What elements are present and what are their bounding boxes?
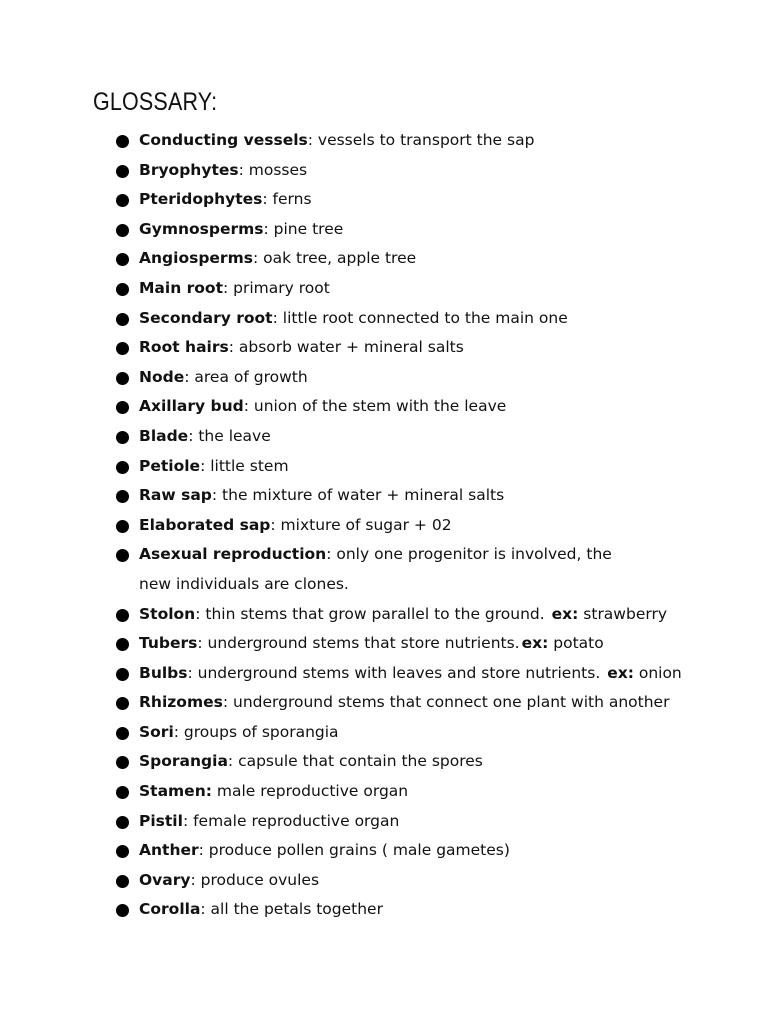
glossary-description: : only one progenitor is involved, the new individuals are clones. <box>139 545 612 593</box>
glossary-description: : thin stems that grow parallel to the ground. <box>195 604 545 623</box>
example-text: onion <box>633 663 682 682</box>
bullet-icon <box>116 135 129 148</box>
glossary-term: Asexual reproduction <box>139 545 327 564</box>
glossary-term: Tubers <box>139 634 198 653</box>
glossary-item <box>0 392 768 422</box>
glossary-item <box>0 156 768 186</box>
glossary-item <box>0 895 768 925</box>
bullet-icon <box>116 431 129 444</box>
glossary-description: : underground stems that connect one plant with another <box>222 693 670 712</box>
glossary-item <box>0 777 768 807</box>
glossary-term: Ovary <box>139 870 191 889</box>
bullet-icon <box>116 904 129 917</box>
glossary-item <box>0 747 768 777</box>
glossary-term: Rhizomes <box>139 693 223 712</box>
example-text: potato <box>548 634 604 653</box>
glossary-term: Anther <box>139 841 199 860</box>
bullet-icon <box>116 520 129 533</box>
glossary-item <box>0 600 768 630</box>
glossary-item <box>0 481 768 511</box>
bullet-icon <box>116 875 129 888</box>
glossary-description: : little stem <box>200 456 289 475</box>
glossary-item <box>0 422 768 452</box>
glossary-description: : the leave <box>188 426 271 445</box>
glossary-term: Root hairs <box>139 338 229 357</box>
glossary-description: : absorb water + mineral salts <box>228 338 464 357</box>
glossary-term: Secondary root <box>139 308 273 327</box>
glossary-term: Stolon <box>139 604 196 623</box>
bullet-icon <box>116 638 129 651</box>
glossary-term: Raw sap <box>139 486 212 505</box>
bullet-icon <box>116 313 129 326</box>
glossary-description: : little root connected to the main one <box>272 308 568 327</box>
glossary-term: Angiosperms <box>139 249 253 268</box>
glossary-term: Main root <box>139 278 223 297</box>
example-marker: ex: <box>607 663 634 682</box>
glossary-description: : pine tree <box>263 219 344 238</box>
example-marker: ex: <box>551 604 579 623</box>
glossary-item <box>0 511 768 541</box>
bullet-icon <box>116 845 129 858</box>
bullet-icon <box>116 816 129 829</box>
glossary-description: : vessels to transport the sap <box>307 131 535 149</box>
example-text: strawberry <box>578 604 668 623</box>
bullet-icon <box>116 756 129 769</box>
glossary-term: Sori <box>139 722 174 741</box>
glossary-description: : all the petals together <box>200 900 383 919</box>
glossary-description: : groups of sporangia <box>173 722 339 741</box>
glossary-term: Gymnosperms <box>139 219 264 238</box>
glossary-description: : union of the stem with the leave <box>243 397 507 416</box>
glossary-description: : produce pollen grains ( male gametes) <box>198 841 510 860</box>
glossary-description: : mosses <box>238 160 308 179</box>
glossary-term: Bryophytes <box>139 160 239 179</box>
glossary-term: Elaborated sap <box>139 515 271 534</box>
bullet-icon <box>116 549 129 562</box>
bullet-icon <box>116 194 129 207</box>
glossary-item <box>0 244 768 274</box>
glossary-term: Blade <box>139 426 189 445</box>
bullet-icon <box>116 727 129 740</box>
bullet-icon <box>116 668 129 681</box>
glossary-item <box>0 659 768 689</box>
bullet-icon <box>116 224 129 237</box>
glossary-description: : mixture of sugar + 02 <box>270 515 452 534</box>
glossary-term: Bulbs <box>139 663 188 682</box>
glossary-item <box>0 274 768 304</box>
glossary-item <box>0 866 768 896</box>
bullet-icon <box>116 283 129 296</box>
glossary-description: : capsule that contain the spores <box>227 752 483 771</box>
glossary-list <box>0 126 768 925</box>
glossary-description: : oak tree, apple tree <box>252 249 417 268</box>
glossary-item <box>0 363 768 393</box>
glossary-term: Axillary bud <box>139 397 244 416</box>
glossary-item <box>0 333 768 363</box>
glossary-description: : underground stems that store nutrients. <box>197 634 520 653</box>
glossary-term: Conducting vessels <box>139 131 308 149</box>
glossary-term: Pteridophytes <box>139 190 263 209</box>
glossary-description: male reproductive organ <box>211 782 409 801</box>
bullet-icon <box>116 697 129 710</box>
glossary-item <box>0 215 768 245</box>
bullet-icon <box>116 372 129 385</box>
glossary-term: Corolla <box>139 900 201 919</box>
bullet-icon <box>116 342 129 355</box>
glossary-description: : the mixture of water + mineral salts <box>211 486 505 505</box>
glossary-item <box>0 807 768 837</box>
glossary-description: : female reproductive organ <box>182 811 400 830</box>
glossary-term: Stamen: <box>139 782 212 801</box>
bullet-icon <box>116 253 129 266</box>
glossary-description: : underground stems with leaves and store nutrients. <box>187 663 601 682</box>
glossary-item <box>0 688 768 718</box>
bullet-icon <box>116 461 129 474</box>
glossary-item <box>0 185 768 215</box>
bullet-icon <box>116 165 129 178</box>
example-marker: ex: <box>521 634 549 653</box>
bullet-icon <box>116 609 129 622</box>
glossary-item <box>0 718 768 748</box>
glossary-title: GLOSSARY: <box>93 88 218 116</box>
glossary-description: : primary root <box>222 278 330 297</box>
glossary-item <box>0 126 768 156</box>
glossary-description: : ferns <box>262 190 312 209</box>
bullet-icon <box>116 401 129 414</box>
glossary-item <box>0 629 768 659</box>
glossary-item <box>0 836 768 866</box>
glossary-term: Node <box>139 367 185 386</box>
bullet-icon <box>116 786 129 799</box>
glossary-description: : produce ovules <box>190 870 320 889</box>
bullet-icon <box>116 490 129 503</box>
glossary-item <box>0 452 768 482</box>
glossary-term: Pistil <box>139 811 183 830</box>
glossary-term: Sporangia <box>139 752 228 771</box>
glossary-item <box>0 540 679 599</box>
glossary-term: Petiole <box>139 456 201 475</box>
glossary-description: : area of growth <box>184 367 308 386</box>
glossary-item <box>0 304 768 334</box>
